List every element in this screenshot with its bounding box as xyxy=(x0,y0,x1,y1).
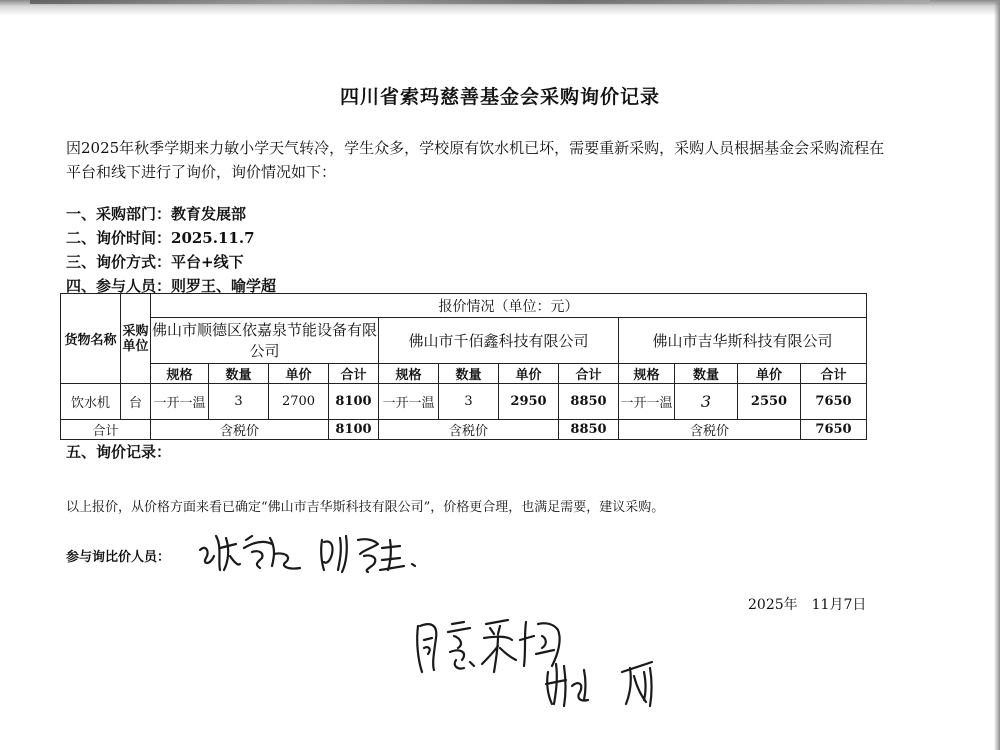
sub-header-price: 单价 xyxy=(499,364,559,384)
tax-label: 含税价 xyxy=(619,420,801,440)
item-department: 一、采购部门：教育发展部 xyxy=(66,205,247,223)
tax-total: 8100 xyxy=(329,420,379,440)
goods-header: 货物名称 xyxy=(61,294,121,384)
sub-header-price: 单价 xyxy=(269,364,329,384)
signature-ze-luowang xyxy=(316,530,426,576)
sub-header-total: 合计 xyxy=(329,364,379,384)
goods-unit: 台 xyxy=(121,384,151,420)
quote-price: 2950 xyxy=(499,384,559,420)
document-title: 四川省索玛慈善基金会采购询价记录 xyxy=(339,86,660,108)
scan-edge-top xyxy=(0,0,1000,16)
scan-edge-right xyxy=(994,0,1000,750)
sub-header-qty: 数量 xyxy=(209,364,269,384)
quote-qty: 3 xyxy=(675,384,738,420)
goods-name: 饮水机 xyxy=(61,384,121,420)
quote-total: 7650 xyxy=(801,384,867,420)
supplier-3: 佛山市吉华斯科技有限公司 xyxy=(619,318,867,364)
quote-total: 8850 xyxy=(559,384,619,420)
tax-label: 含税价 xyxy=(151,420,329,440)
item-inquiry-method: 三、询价方式：平台+线下 xyxy=(66,253,244,271)
quote-header: 报价情况（单位：元） xyxy=(151,294,867,318)
supplier-2: 佛山市千佰鑫科技有限公司 xyxy=(379,318,619,364)
quote-spec: 一开一温 xyxy=(379,384,439,420)
supplier-1: 佛山市顺德区依嘉泉节能设备有限公司 xyxy=(151,318,379,364)
quote-qty: 3 xyxy=(439,384,499,420)
conclusion-text: 以上报价，从价格方面来看已确定“佛山市吉华斯科技有限公司”，价格更合理，也满足需要，建议采购。 xyxy=(66,500,665,515)
quote-spec: 一开一温 xyxy=(151,384,209,420)
signature-yu-xuechao xyxy=(196,526,306,576)
sub-header-price: 单价 xyxy=(738,364,801,384)
quote-total: 8100 xyxy=(329,384,379,420)
sub-header-spec: 规格 xyxy=(379,364,439,384)
intro-paragraph: 因2025年秋季学期来力敏小学天气转冷，学生众多，学校原有饮水机已坏，需要重新采购，采购人员根据基金会采购流程在平台和线下进行了询价，询价情况如下： xyxy=(66,139,885,181)
quote-price: 2550 xyxy=(738,384,801,420)
participants-label: 参与询比价人员： xyxy=(66,550,171,565)
unit-header: 采购单位 xyxy=(121,294,151,384)
signature-leader xyxy=(540,650,680,710)
tax-total: 8850 xyxy=(559,420,619,440)
sub-header-spec: 规格 xyxy=(619,364,675,384)
sub-header-qty: 数量 xyxy=(439,364,499,384)
document-date: 2025年 11月7日 xyxy=(748,597,867,613)
quote-spec: 一开一温 xyxy=(619,384,675,420)
sub-header-qty: 数量 xyxy=(675,364,738,384)
item-inquiry-time: 二、询价时间：2025.11.7 xyxy=(66,229,255,247)
quote-price: 2700 xyxy=(269,384,329,420)
sub-header-spec: 规格 xyxy=(151,364,209,384)
quote-qty: 3 xyxy=(209,384,269,420)
item-participants: 四、参与人员：则罗王、喻学超 xyxy=(66,277,277,295)
tax-total: 7650 xyxy=(801,420,867,440)
sub-header-total: 合计 xyxy=(559,364,619,384)
total-label: 合计 xyxy=(61,420,151,440)
sub-header-total: 合计 xyxy=(801,364,867,384)
tax-label: 含税价 xyxy=(379,420,559,440)
section-inquiry-record: 五、询价记录： xyxy=(66,443,172,461)
quotation-table xyxy=(60,293,867,440)
